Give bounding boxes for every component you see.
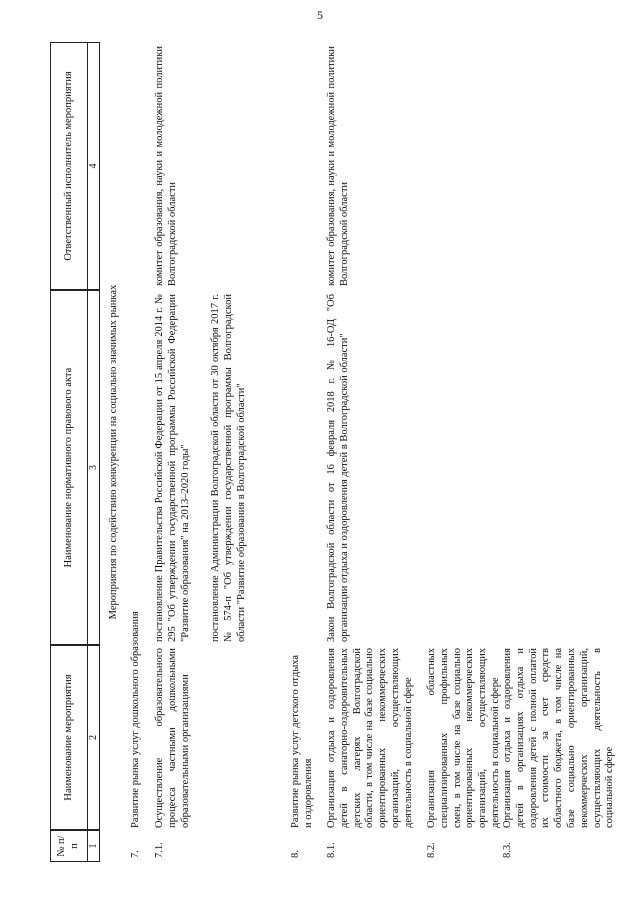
row-number: 8.3.	[502, 842, 513, 858]
column-number-3: 3	[88, 290, 100, 645]
row-number: 8.2.	[426, 842, 437, 858]
header-legal-act: Наименование нормативного правового акта	[50, 290, 88, 645]
row-legal-act-2: постановление Администрации Волгоградской области от 30 октября 2017 г. № 574-п "Об утверждении государственной программы Волгоградской области "Развитие образования в Волгоградской области"	[210, 294, 247, 642]
row-activity: Организация отдыха и оздоровления детей в санаторно-оздоровительных детских лагерях Волгоградской области, в том числе на базе социально ориентированных некоммерческих организаций, осуществляющих деятельность в социальной сфере	[326, 648, 414, 828]
row-number: 7.1.	[154, 842, 165, 858]
row-activity: Осуществление образовательного процесса частными дошкольными образовательными организациями	[154, 648, 191, 828]
row-number: 8.1.	[326, 842, 337, 858]
section-title: Мероприятия по содействию конкуренции на социально значимых рынках	[108, 284, 119, 620]
header-activity-name: Наименование мероприятия	[50, 645, 88, 830]
header-executor: Ответственный исполнитель мероприятия	[50, 42, 88, 290]
page-number: 5	[317, 8, 323, 22]
group-number: 8.	[290, 850, 301, 858]
group-title: Развитие рынка услуг детского отдыха и оздоровления	[290, 654, 314, 828]
row-activity: Организация отдыха и оздоровления детей в организациях отдыха и оздоровления детей с полной оплатой их стоимости за счет средств областного бюджета, в том числе на базе социально ориентированных некоммерческих организаций, осуществляющих деятельность в социальной сфере	[502, 648, 616, 828]
row-legal-act: постановление Правительства Российской Федерации от 15 апреля 2014 г. № 295 "Об утверждении государственной программы Российской Федерации "Развитие образования" на 2013–2020 годы"	[154, 294, 191, 642]
row-executor: комитет образования, науки и молодежной политики Волгоградской области	[154, 46, 178, 286]
rotated-table-page	[50, 42, 616, 862]
group-number: 7.	[130, 850, 141, 858]
column-number-1: 1	[88, 830, 100, 862]
row-activity: Организация областных специализированных профильных смен, в том числе на базе социально ориентированных некоммерческих организаций, осуществляющих деятельность в социальной сфере	[426, 648, 501, 828]
row-legal-act: Закон Волгоградской области от 16 февраля 2018 г. № 16-ОД "Об организации отдыха и оздоровления детей в Волгоградской области"	[326, 294, 350, 642]
column-number-4: 4	[88, 42, 100, 290]
column-number-2: 2	[88, 645, 100, 830]
header-number: № п/п	[50, 830, 88, 862]
group-title: Развитие рынка услуг дошкольного образования	[130, 611, 141, 828]
row-executor: комитет образования, науки и молодежной политики Волгоградской области	[326, 46, 350, 286]
